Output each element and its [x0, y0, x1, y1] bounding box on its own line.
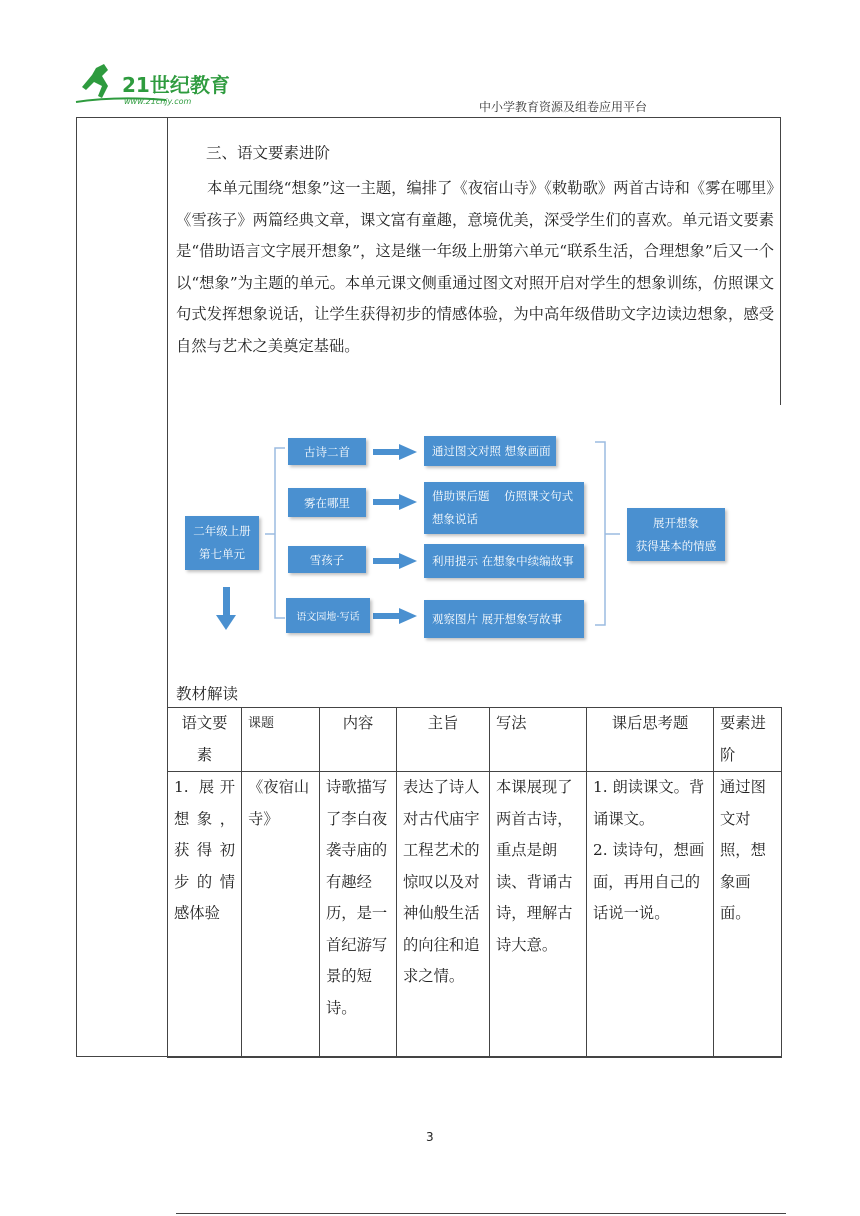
page-number: 3: [426, 1130, 434, 1144]
table-header-cell: 课题: [242, 708, 320, 772]
method-label: 通过图文对照 想象画面: [432, 444, 551, 458]
section-paragraph: 本单元围绕“想象”这一主题，编排了《夜宿山寺》《敕勒歌》两首古诗和《雾在哪里》《雪孩子》两篇经典文章，课文富有童趣，意境优美，深受学生们的喜欢。单元语文要素是“借助语言文字展开想象”，这是继一年级上册第六单元“联系生活，合理想象”后又一个以“想象”为主题的单元。本单元课文侧重通过图文对照开启对学生的想象训练，仿照课文句式发挥想象说话，让学生获得初步的情感体验，为中高年级借助文字边读边想象，感受自然与艺术之美奠定基础。: [176, 179, 774, 355]
goal-label: 获得基本的情感: [635, 538, 717, 553]
method-box: [424, 436, 556, 466]
unit-root-line: 第七单元: [199, 547, 245, 561]
lesson-box: [288, 488, 366, 517]
frame-left-line: [76, 117, 77, 1057]
method-label: 利用提示 在想象中续编故事: [432, 554, 574, 568]
method-box: [424, 482, 584, 534]
cell-content: 诗歌描写了李白夜袭寺庙的有趣经历，是一首纪游写景的短诗。: [320, 772, 397, 1058]
right-bracket: [595, 442, 605, 625]
arrow-icon: [373, 444, 417, 624]
platform-name: 中小学教育资源及组卷应用平台: [479, 100, 648, 114]
lesson-box: [288, 438, 366, 465]
lesson-box: [288, 546, 366, 573]
method-label: 想象说话: [432, 512, 478, 526]
down-arrow-icon: [216, 587, 236, 630]
section-title: 三、语文要素进阶: [206, 144, 331, 162]
lesson-label: 古诗二首: [304, 444, 350, 459]
table-header-cell: 写法: [490, 708, 587, 772]
cell-questions: [587, 772, 714, 1058]
header-divider: [76, 117, 781, 118]
left-bracket: [275, 448, 285, 618]
question-item: 1. 朗读课文。背诵课文。: [593, 778, 705, 828]
unit-root-box: [185, 516, 259, 570]
goal-box: [627, 508, 725, 561]
frame-right-line: [780, 117, 781, 405]
cell-element: 1. 展开想象，获得初步的情感体验: [168, 772, 242, 1058]
logo-text: 21世纪教育: [122, 73, 230, 97]
lesson-label: 雪孩子: [309, 552, 345, 567]
method-label: 借助课后题 仿照课文句式: [432, 489, 574, 503]
goal-label: 展开想象: [653, 515, 699, 530]
runner-icon: [82, 64, 108, 98]
unit-root-line: 二年级上册: [193, 524, 251, 538]
footer-divider: [176, 1213, 786, 1214]
method-label: 观察图片 展开想象写故事: [432, 612, 563, 626]
table-row: [168, 772, 782, 1058]
table-header-cell: 课后思考题: [587, 708, 714, 772]
lesson-box: [286, 598, 370, 633]
table-header-cell: 内容: [320, 708, 397, 772]
logo-url: www.21cnjy.com: [124, 97, 192, 106]
unit-diagram: [180, 420, 780, 640]
reading-title: 教材解读: [176, 685, 239, 703]
lesson-label: 雾在哪里: [304, 495, 350, 510]
cell-theme: 表达了诗人对古代庙宇工程艺术的惊叹以及对神仙般生活的向往和追求之情。: [397, 772, 490, 1058]
table-header-row: [168, 708, 782, 772]
question-item: 2. 读诗句，想画面，再用自己的话说一说。: [593, 841, 705, 922]
table-header-cell: 语文要素: [168, 708, 242, 772]
cell-method: 本课展现了两首古诗，重点是朗读、背诵古诗，理解古诗大意。: [490, 772, 587, 1058]
lesson-label: 语文园地·写话: [296, 612, 360, 623]
table-header-cell: 要素进阶: [714, 708, 782, 772]
table-header-cell: 主旨: [397, 708, 490, 772]
method-box: [424, 600, 584, 638]
site-logo: [74, 62, 244, 108]
cell-progress: 通过图文对照，想象画面。: [714, 772, 782, 1058]
method-box: [424, 544, 584, 578]
reading-table: [167, 707, 782, 1058]
cell-lesson: 《夜宿山寺》: [242, 772, 320, 1058]
